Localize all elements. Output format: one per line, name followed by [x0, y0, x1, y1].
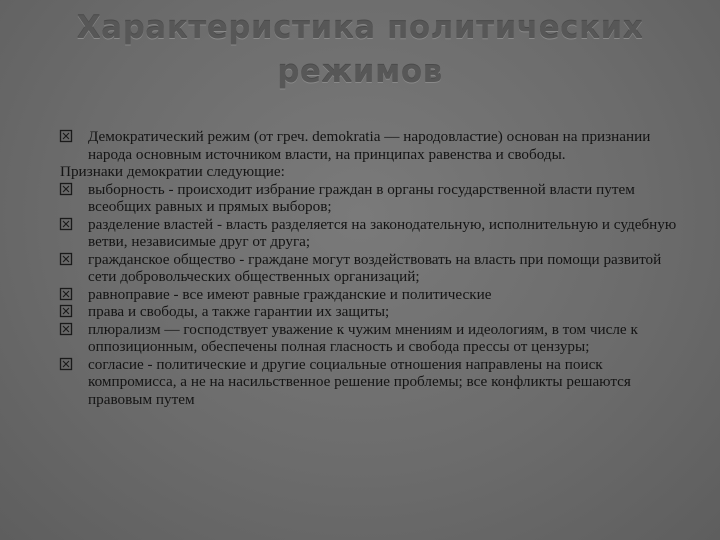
intro-text: Демократический режим (от греч. demokratia — народовластие) основан на признании народа основным источником власти, на принципах равенства и свободы.	[88, 128, 651, 163]
checkbox-square-icon	[59, 322, 73, 336]
list-item	[60, 216, 680, 251]
checkbox-square-icon	[59, 304, 73, 318]
list-item	[60, 286, 680, 304]
list-item-text: выборность - происходит избрание граждан в органы государственной власти путем всеобщих равных и прямых выборов;	[88, 180, 635, 215]
checkbox-square-icon	[59, 182, 73, 196]
list-item-text: согласие - политические и другие социальные отношения направлены на поиск компромисса, а не на насильственное решение проблемы; все конфликты решаются правовым путем	[88, 355, 631, 408]
checkbox-square-icon	[59, 287, 73, 301]
slide-body	[60, 128, 680, 408]
list-item	[60, 181, 680, 216]
slide-title	[0, 6, 720, 94]
checkbox-square-icon	[59, 357, 73, 371]
list-heading: Признаки демократии следующие:	[60, 163, 285, 180]
list-item	[60, 321, 680, 356]
list-item-text: гражданское общество - граждане могут воздействовать на власть при помощи развитой сети добровольческих общественных организаций;	[88, 250, 662, 285]
list-item	[60, 356, 680, 409]
list-item	[60, 303, 680, 321]
list-item	[60, 251, 680, 286]
list-item-text: плюрализм — господствует уважение к чужим мнениям и идеологиям, в том числе к оппозиционным, обеспечены полная гласность и свобода прессы от цензуры;	[88, 320, 638, 355]
slide-title-line-2: режимов	[277, 54, 443, 90]
checkbox-square-icon	[59, 129, 73, 143]
checkbox-square-icon	[59, 217, 73, 231]
list-item-text: разделение властей - власть разделяется на законодательную, исполнительную и судебную ветви, независимые друг от друга;	[88, 215, 677, 250]
list-item-text: равноправие - все имеют равные гражданские и политические	[88, 285, 492, 303]
checkbox-square-icon	[59, 252, 73, 266]
intro-paragraph	[60, 128, 680, 163]
slide-title-line-1: Характеристика политических	[76, 10, 644, 46]
list-item-text: права и свободы, а также гарантии их защиты;	[88, 303, 390, 320]
